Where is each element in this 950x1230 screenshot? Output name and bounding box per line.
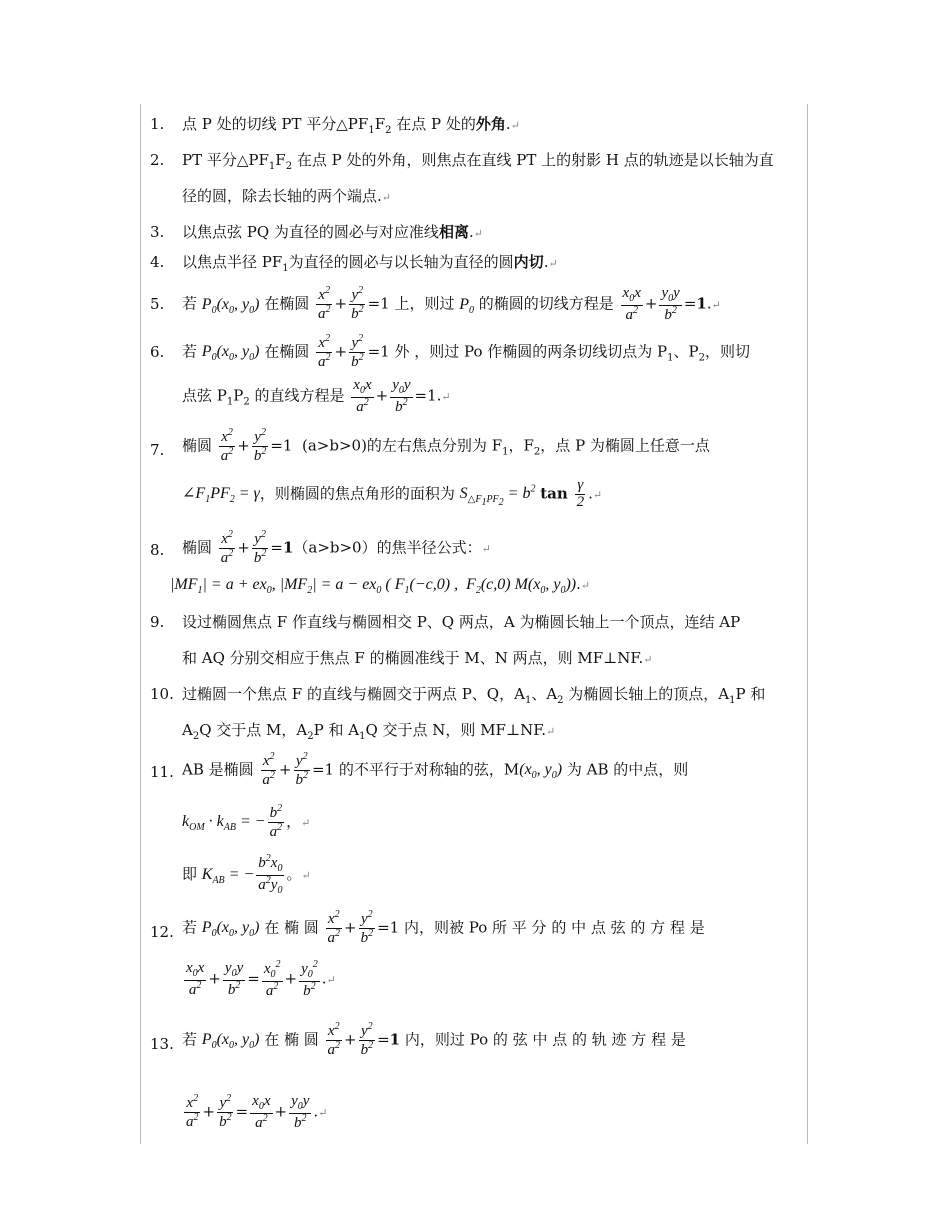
- item-text: 以焦点弦 PQ 为直径的圆必与对应准线相离.↵: [182, 223, 483, 241]
- item-text-line-2: $\angle F_1PF_2 = \gamma$，则椭圆的焦点角形的面积为 $S_{\triangle F_1PF_2} = b^2$ tan $\frac{\gamma}{2}$ .↵: [182, 477, 603, 510]
- item-text-line-2: $|MF_1| = a + ex_0$, $|MF_2| = a - ex_0$ ( $F_1(-c,0)$ , $F_2(c,0)$ $M(x_0$, $y_0)).↵$: [170, 575, 591, 597]
- list-item-6: [150, 334, 800, 414]
- item-text-line-2: $k_{OM} \cdot k_{AB}$ = − $\frac{b^2}{a^2}$ ，↵: [182, 803, 311, 840]
- list-item-9: [150, 612, 800, 672]
- list-item-3: [150, 222, 800, 246]
- item-text: 点 P 处的切线 PT 平分$\triangle PF_1F_2$ 在点 P 处的外角.↵: [182, 115, 520, 136]
- list-item-12: [150, 910, 800, 1000]
- item-number: 12.: [150, 923, 174, 941]
- item-text: 椭圆 $\frac{x^2}{a^2}$ + $\frac{y^2}{b^2}$ =1（a>b>0）的焦半径公式：↵: [182, 529, 491, 566]
- item-text: 若 $P_0(x_0$, $y_0$) 在椭圆 $\frac{x^2}{a^2}$ + $\frac{y^2}{b^2}$ =1 外 ，则过 Po 作椭圆的两条切线切点为 $P_1$、$P_2$，则切: [182, 333, 750, 370]
- item-text: PT 平分$\triangle PF_1F_2$ 在点 P 处的外角，则焦点在直线 PT 上的射影 H 点的轨迹是以长轴为直: [182, 151, 774, 172]
- item-number: 3.: [150, 223, 165, 241]
- item-number: 5.: [150, 295, 165, 313]
- item-text: 以焦点半径 $PF_1$为直径的圆必与以长轴为直径的圆内切.↵: [182, 253, 558, 274]
- item-number: 7.: [150, 441, 165, 459]
- list-item-13: [150, 1022, 800, 1142]
- list-item-10: [150, 684, 800, 744]
- item-number: 4.: [150, 253, 165, 271]
- item-text: 椭圆 $\frac{x^2}{a^2}$ + $\frac{y^2}{b^2}$ =1 (a>b>0)的左右焦点分别为 $F_1$，$F_2$，点 P 为椭圆上任意一点: [182, 427, 710, 464]
- list-item-1: [150, 114, 800, 138]
- item-number: 2.: [150, 151, 165, 169]
- list-item-5: [150, 286, 800, 326]
- item-text-line-2: $\frac{x_0x}{a^2}$ + $\frac{y_0y}{b^2}$ = $\frac{x_0^2}{a^2}$ + $\frac{y_0^2}{b^2}$ .↵: [186, 959, 336, 999]
- item-text: 若 $P_0(x_0$, $y_0$) 在 椭 圆 $\frac{x^2}{a^2}$ + $\frac{y^2}{b^2}$ =1 内，则被 Po 所 平 分 的 中 点 弦 的 方 程 是: [182, 909, 705, 946]
- item-number: 10.: [150, 685, 174, 703]
- list-item-4: [150, 252, 800, 276]
- item-text-line-2: $A_2Q$ 交于点 M，$A_2P$ 和 $A_1Q$ 交于点 N，则 MF⊥NF.↵: [182, 721, 556, 742]
- list-item-11: [150, 752, 800, 902]
- item-number: 8.: [150, 541, 165, 559]
- list-item-7: [150, 428, 800, 518]
- item-number: 1.: [150, 115, 165, 133]
- item-text-line-2: $\frac{x^2}{a^2}$ + $\frac{y^2}{b^2}$ = $\frac{x_0x}{a^2}$ + $\frac{y_0y}{b^2}$ .↵: [186, 1093, 328, 1131]
- item-text: 若 $P_0(x_0$, $y_0$) 在 椭 圆 $\frac{x^2}{a^2}$ + $\frac{y^2}{b^2}$ =1 内，则过 Po 的 弦 中 点 的 轨 迹 方 程 是: [182, 1021, 686, 1058]
- item-text-line-2: 和 AQ 分别交相应于焦点 F 的椭圆准线于 M、N 两点，则 MF⊥NF.↵: [182, 649, 653, 667]
- item-number: 13.: [150, 1035, 174, 1053]
- item-text-line-3: 即 $K_{AB}$ = − $\frac{b^2x_0}{a^2y_0}$ 。↵: [182, 853, 311, 896]
- item-text-line-2: 径的圆，除去长轴的两个端点.↵: [182, 187, 391, 205]
- item-number: 11.: [150, 763, 174, 781]
- item-text: 过椭圆一个焦点 F 的直线与椭圆交于两点 P、Q，$A_1$、$A_2$ 为椭圆长轴上的顶点，$A_1P$ 和: [182, 685, 766, 706]
- item-text: AB 是椭圆 $\frac{x^2}{a^2}$ + $\frac{y^2}{b^2}$ =1 的不平行于对称轴的弦，$M(x_0$, $y_0$) 为 AB 的中点，则: [182, 751, 689, 788]
- item-text: 设过椭圆焦点 F 作直线与椭圆相交 P、Q 两点，A 为椭圆长轴上一个顶点，连结 AP: [182, 613, 741, 631]
- list-item-2: [150, 150, 800, 210]
- item-text-line-2: 点弦 $P_1P_2$ 的直线方程是 $\frac{x_0x}{a^2}$ + $\frac{y_0y}{b^2}$ =1.↵: [182, 377, 451, 415]
- item-text: 若 $P_0(x_0$, $y_0$) 在椭圆 $\frac{x^2}{a^2}$ + $\frac{y^2}{b^2}$ =1 上，则过 $P_0$ 的椭圆的切线方程是 $\frac{x_0x}{a^2}$ + $\frac{y_0y}{b^2}$ =1.↵: [182, 285, 721, 323]
- item-number: 9.: [150, 613, 165, 631]
- list-item-8: [150, 530, 800, 602]
- item-number: 6.: [150, 343, 165, 361]
